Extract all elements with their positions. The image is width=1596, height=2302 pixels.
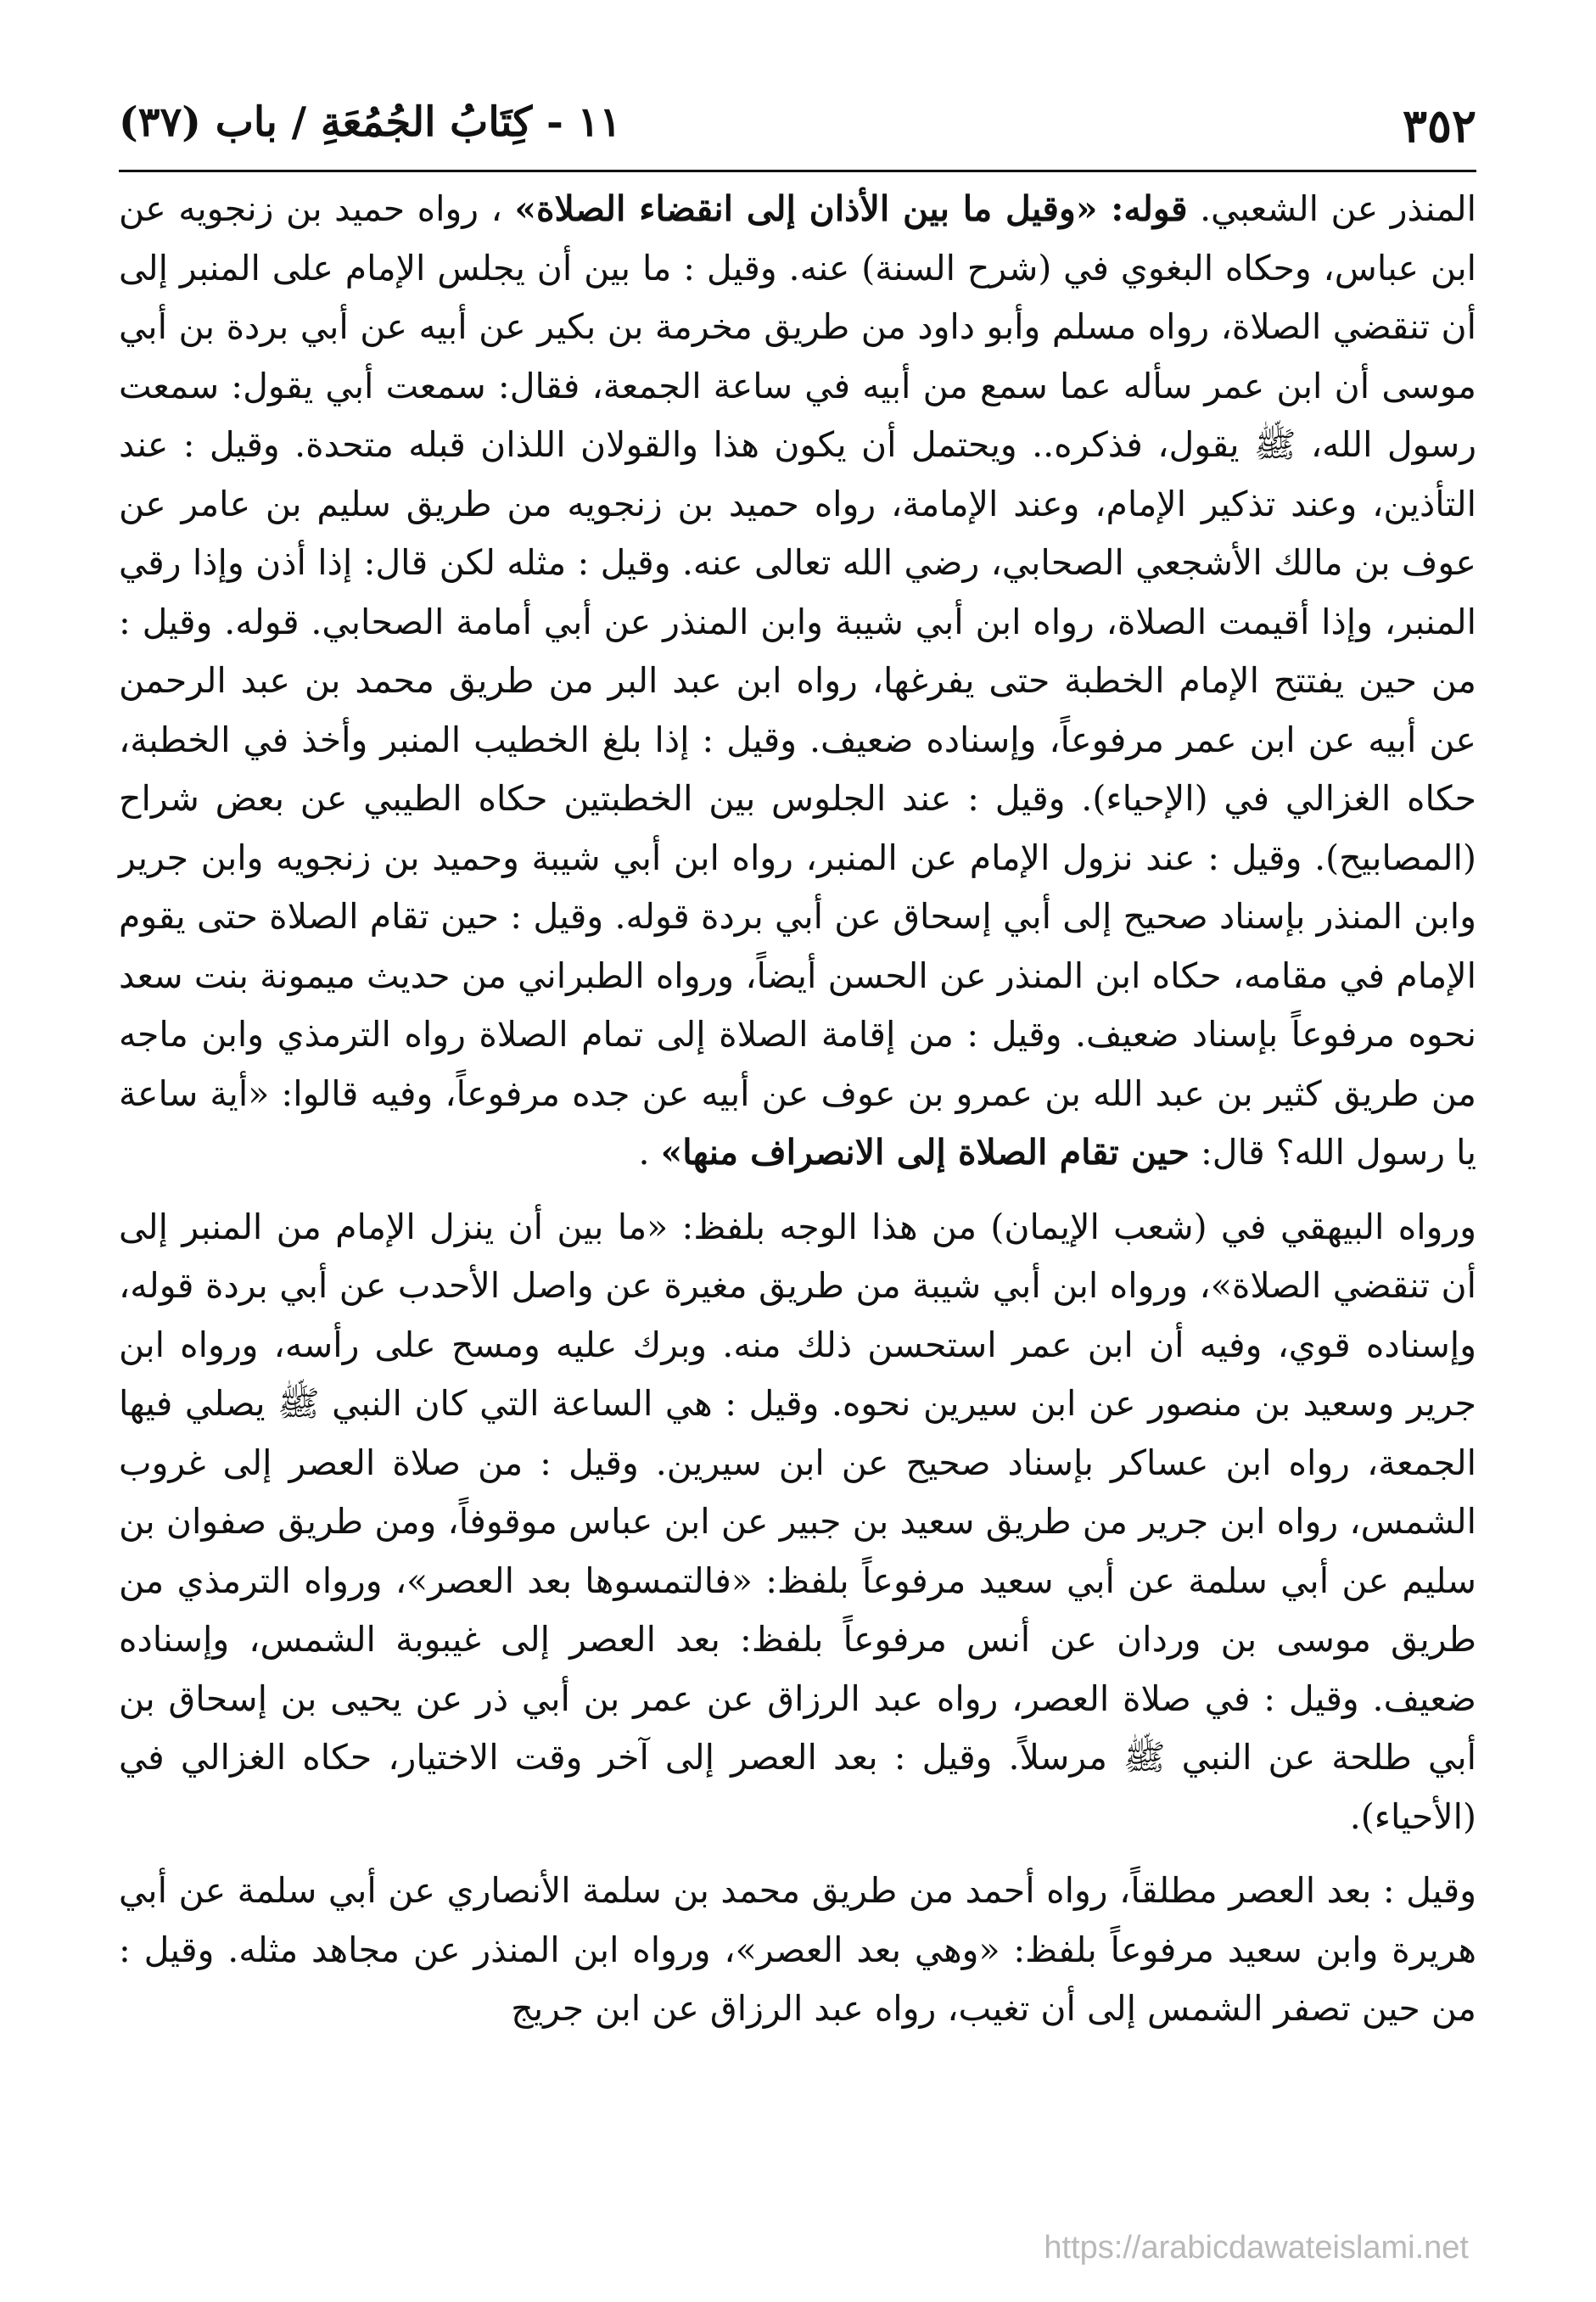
page-number: ٣٥٢ bbox=[1402, 98, 1476, 153]
text-segment: . bbox=[638, 1132, 650, 1173]
text-segment: وقيل : بعد العصر مطلقاً، رواه أحمد من طريق محمد بن سلمة الأنصاري عن أبي سلمة عن أبي هريرة وابن سعيد مرفوعاً بلفظ: «وهي بعد العصر»، ورواه ابن المنذر عن مجاهد مثله. وقيل : من حين تصفر الشمس إلى أن تغيب، رواه عبد الرزاق عن ابن جريج bbox=[119, 1870, 1476, 2029]
header-rule bbox=[119, 170, 1476, 172]
paragraph-1 bbox=[119, 180, 1476, 1183]
watermark-url: https://arabicdawateislami.net bbox=[1044, 2230, 1469, 2266]
page-header bbox=[119, 92, 1476, 168]
running-title: ١١ - كِتَابُ الجُمُعَةِ / باب (٣٧) bbox=[119, 98, 622, 146]
text-segment: المنذر عن الشعبي. bbox=[1187, 188, 1476, 229]
quoted-statement-heading: قوله: «وقيل ما بين الأذان إلى انقضاء الصلاة» bbox=[514, 188, 1188, 229]
quoted-hadith-answer: حين تقام الصلاة إلى الانصراف منها» bbox=[660, 1132, 1190, 1173]
text-segment: ، رواه حميد بن زنجويه عن ابن عباس، وحكاه البغوي في (شرح السنة) عنه. وقيل : ما بين أن يجلس الإمام على المنبر إلى أن تنقضي الصلاة، رواه مسلم وأبو داود من طريق مخرمة بن بكير عن أبيه عن أبي بردة بن أبي موسى أن ابن عمر سأله عما سمع من أبيه في ساعة الجمعة، فقال: سمعت أبي يقول: سمعت رسول الله، ﷺ يقول، فذكره.. ويحتمل أن يكون هذا والقولان اللذان قبله متحدة. وقيل : عند التأذين، وعند تذكير الإمام، وعند الإمامة، رواه حميد بن زنجويه من طريق سليم بن عامر عن عوف بن مالك الأشجعي الصحابي، رضي الله تعالى عنه. وقيل : مثله لكن قال: إذا أذن وإذا رقي المنبر، وإذا أقيمت الصلاة، رواه ابن أبي شيبة وابن المنذر عن أبي أمامة الصحابي. قوله. وقيل : من حين يفتتح الإمام الخطبة حتى يفرغها، رواه ابن عبد البر من طريق محمد بن عبد الرحمن عن أبيه عن ابن عمر مرفوعاً، وإسناده ضعيف. وقيل : إذا بلغ الخطيب المنبر وأخذ في الخطبة، حكاه الغزالي في (الإحياء). وقيل : عند الجلوس بين الخطبتين حكاه الطيبي عن بعض شراح (المصابيح). وقيل : عند نزول الإمام عن المنبر، رواه ابن أبي شيبة وحميد بن زنجويه وابن جرير وابن المنذر بإسناد صحيح إلى أبي إسحاق عن أبي بردة قوله. وقيل : حين تقام الصلاة حتى يقوم الإمام في مقامه، حكاه ابن المنذر عن الحسن أيضاً، ورواه الطبراني من حديث ميمونة بنت سعد نحوه مرفوعاً بإسناد ضعيف. وقيل : من إقامة الصلاة إلى تمام الصلاة رواه الترمذي وابن ماجه من طريق كثير بن عبد الله بن عمرو بن عوف عن أبيه عن جده مرفوعاً، وفيه قالوا: «أية ساعة يا رسول الله؟ قال: bbox=[119, 188, 1476, 1173]
body-text bbox=[119, 180, 1476, 2039]
text-segment: ورواه البيهقي في (شعب الإيمان) من هذا الوجه بلفظ: «ما بين أن ينزل الإمام من المنبر إلى أن تنقضي الصلاة»، ورواه ابن أبي شيبة من طريق مغيرة عن واصل الأحدب عن أبي بردة قوله، وإسناده قوي، وفيه أن ابن عمر استحسن ذلك منه. وبرك عليه ومسح على رأسه، ورواه ابن جرير وسعيد بن منصور عن ابن سيرين نحوه. وقيل : هي الساعة التي كان النبي ﷺ يصلي فيها الجمعة، رواه ابن عساكر بإسناد صحيح عن ابن سيرين. وقيل : من صلاة العصر إلى غروب الشمس، رواه ابن جرير من طريق سعيد بن جبير عن ابن عباس موقوفاً، ومن طريق صفوان بن سليم عن أبي سلمة عن أبي سعيد مرفوعاً بلفظ: «فالتمسوها بعد العصر»، ورواه الترمذي من طريق موسى بن وردان عن أنس مرفوعاً بلفظ: بعد العصر إلى غيبوبة الشمس، وإسناده ضعيف. وقيل : في صلاة العصر، رواه عبد الرزاق عن عمر بن أبي ذر عن يحيى بن إسحاق بن أبي طلحة عن النبي ﷺ مرسلاً. وقيل : بعد العصر إلى آخر وقت الاختيار، حكاه الغزالي في (الأحياء). bbox=[119, 1206, 1476, 1837]
paragraph-3 bbox=[119, 1862, 1476, 2039]
paragraph-2 bbox=[119, 1198, 1476, 1847]
